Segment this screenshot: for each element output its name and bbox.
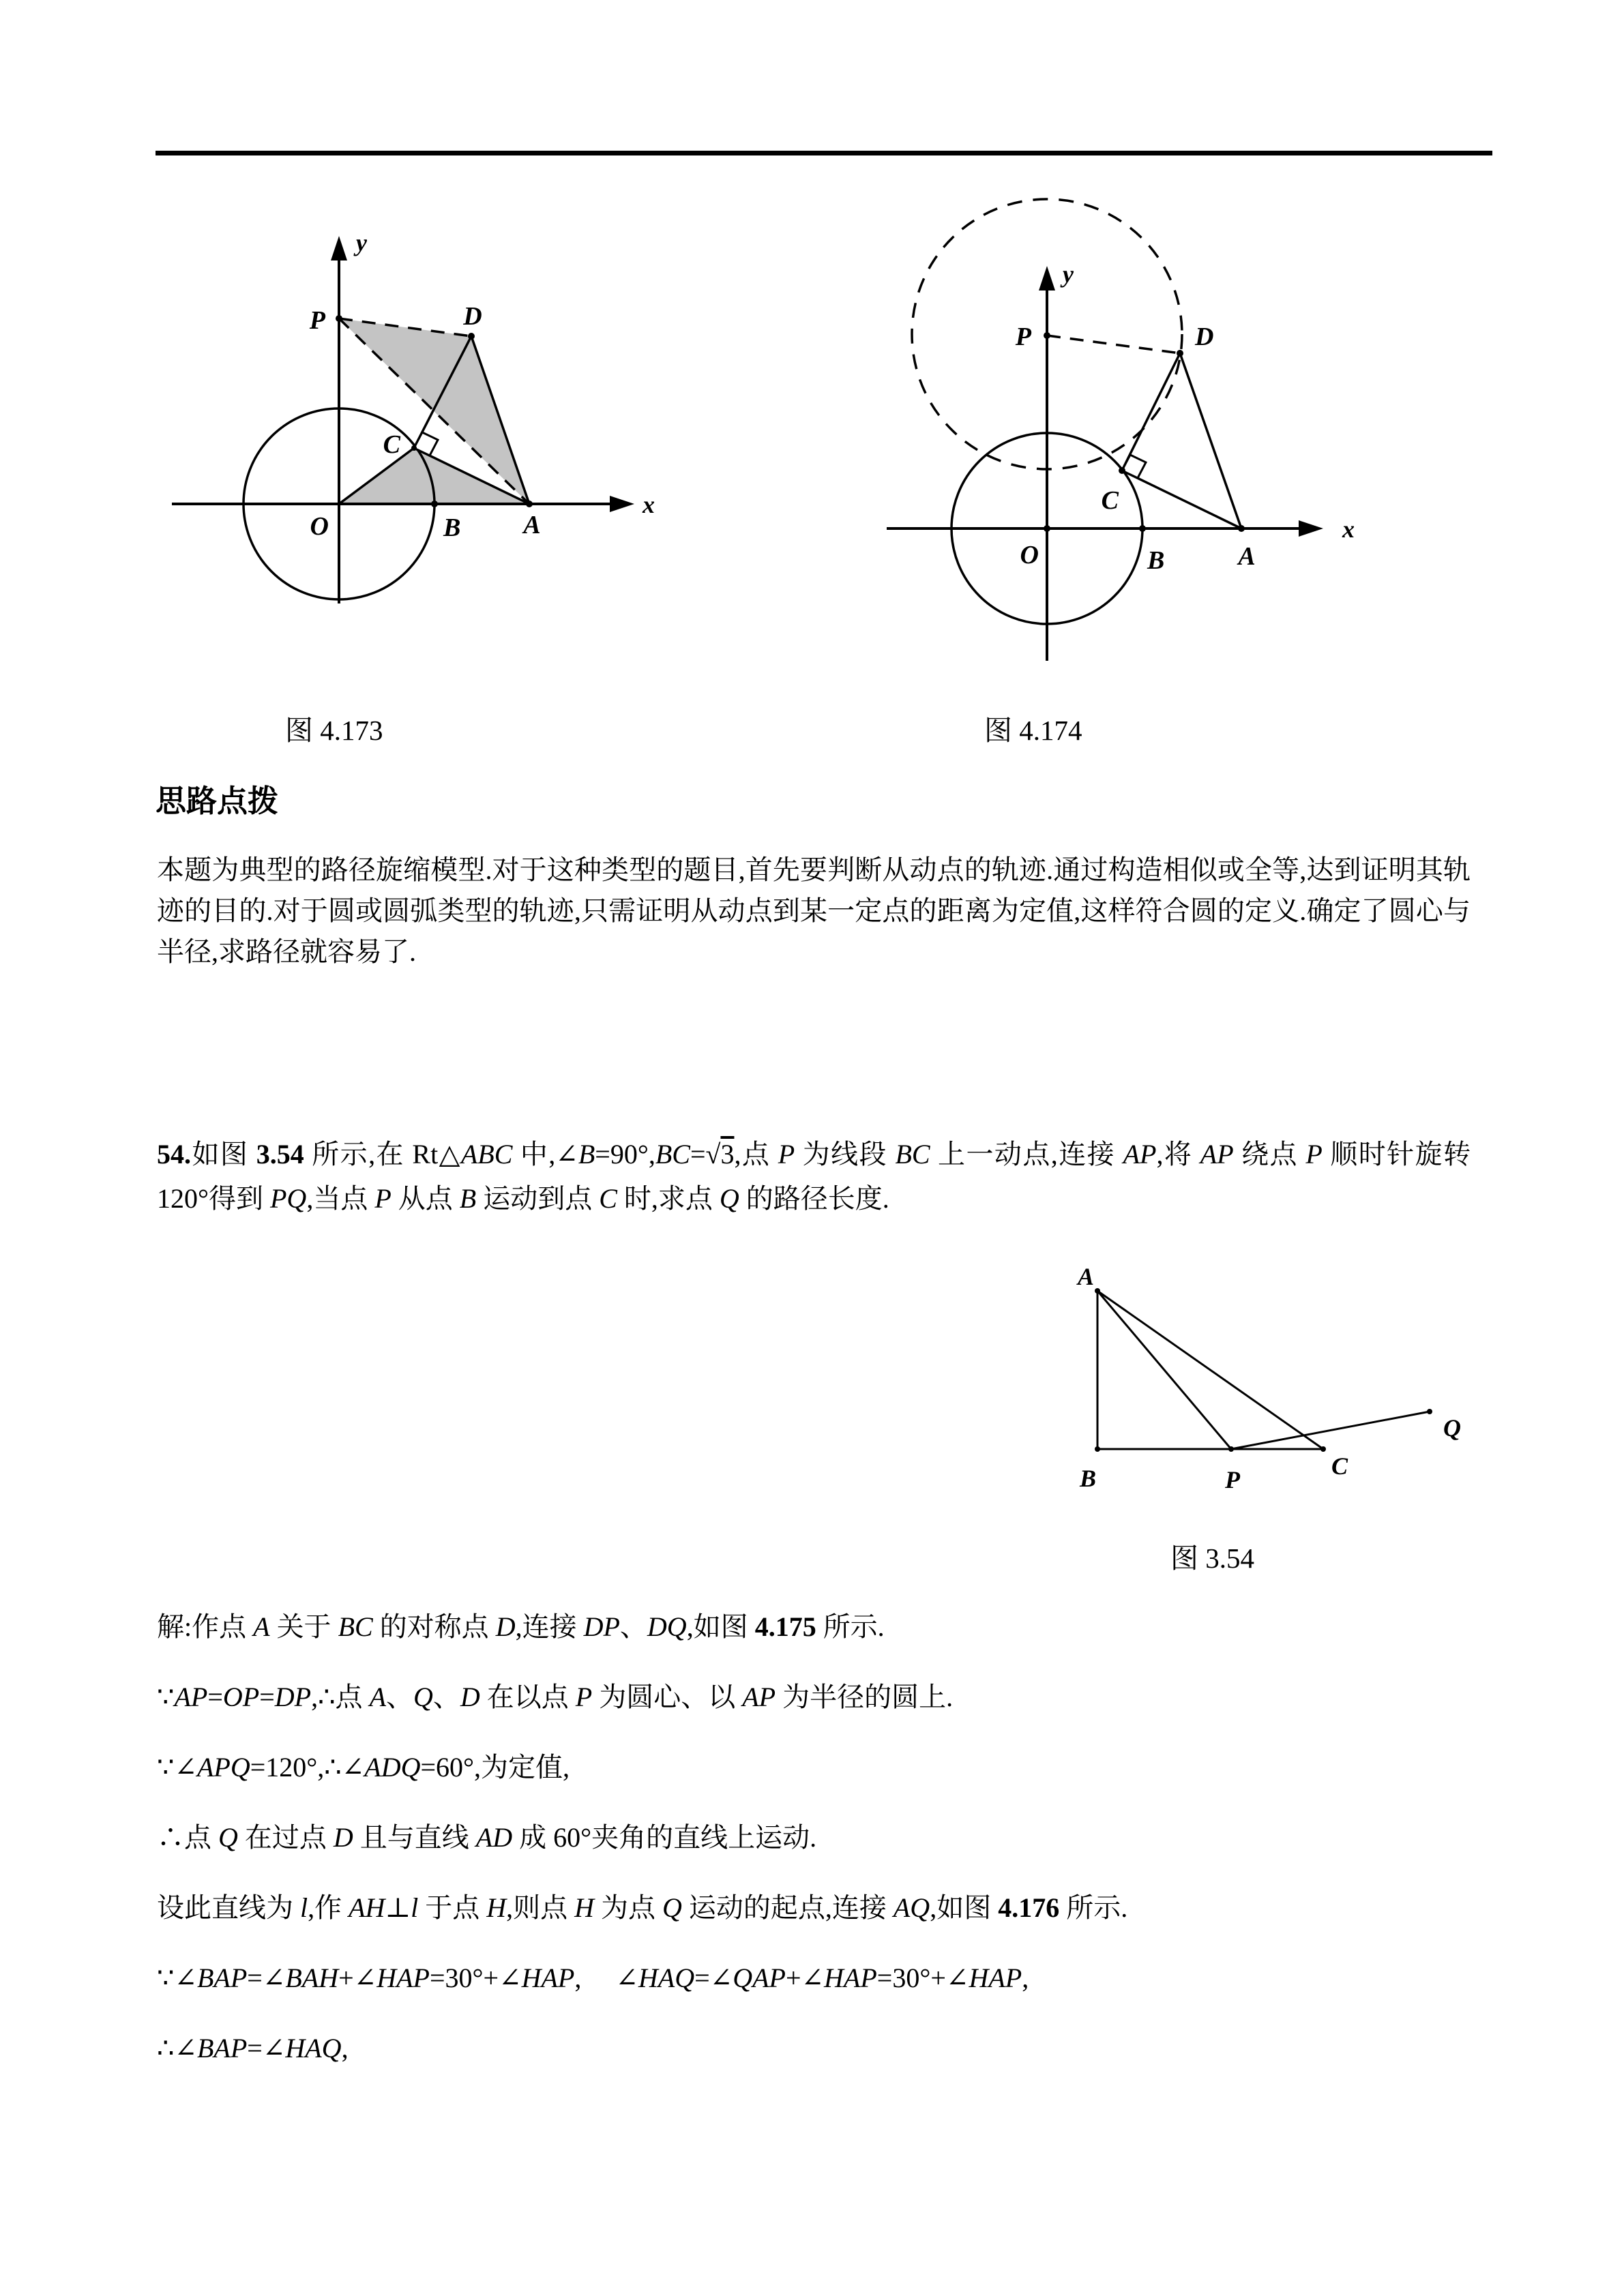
text-segment: OP xyxy=(222,1682,260,1712)
text-segment: BAP xyxy=(196,1963,248,1993)
text-segment: BAH xyxy=(285,1963,339,1993)
label-P: P xyxy=(1225,1466,1240,1493)
text-segment: = xyxy=(690,1139,706,1169)
figure-4-174 xyxy=(880,164,1507,682)
label-A: A xyxy=(1077,1268,1094,1290)
point-A xyxy=(1238,525,1245,532)
point-B xyxy=(1139,525,1146,532)
text-segment: 、 xyxy=(386,1682,413,1712)
text-segment: AP xyxy=(1123,1139,1157,1169)
hint-heading: 思路点拨 xyxy=(156,784,279,818)
text-segment: 运动到点 xyxy=(476,1183,600,1214)
text-segment: 设此直线为 xyxy=(157,1892,300,1923)
solution-line-2 xyxy=(157,1681,953,1714)
text-segment: =90°, xyxy=(595,1139,655,1169)
point-P xyxy=(1044,332,1050,339)
text-segment: 3.54 xyxy=(256,1139,304,1169)
text-segment: Q xyxy=(413,1682,433,1712)
text-segment: +∠ xyxy=(338,1963,377,1993)
label-Q: Q xyxy=(1443,1414,1461,1442)
text-segment: 解:作点 xyxy=(157,1611,254,1642)
text-segment: 绕点 xyxy=(1233,1139,1306,1169)
point-Q xyxy=(1427,1409,1432,1414)
text-segment: HAP xyxy=(824,1963,877,1993)
text-segment: ∵∠ xyxy=(157,1963,197,1993)
text-segment: 上一动点,连接 xyxy=(930,1139,1123,1169)
text-segment: 成 60°夹角的直线上运动. xyxy=(512,1822,817,1853)
label-y-axis: y xyxy=(1063,260,1074,288)
label-x-axis: x xyxy=(1342,516,1355,543)
text-segment: 3 xyxy=(720,1139,735,1169)
label-y-axis: y xyxy=(356,229,367,256)
text-segment: 为半径的圆上. xyxy=(776,1682,954,1712)
label-D: D xyxy=(463,302,482,331)
label-P: P xyxy=(309,306,325,335)
text-segment: Q xyxy=(662,1892,682,1923)
text-segment: ⊥ xyxy=(385,1892,411,1923)
text-segment: B xyxy=(578,1139,595,1169)
text-segment: APQ xyxy=(196,1752,250,1783)
text-segment: √ xyxy=(705,1139,721,1169)
text-segment: ,则点 xyxy=(506,1892,575,1923)
caption-fig-4-174: 图 4.174 xyxy=(984,715,1082,746)
text-segment: =∠ xyxy=(694,1963,733,1993)
label-C: C xyxy=(1331,1452,1348,1480)
label-P: P xyxy=(1015,323,1031,351)
text-segment: ,将 xyxy=(1156,1139,1200,1169)
label-C: C xyxy=(1101,486,1119,515)
text-segment: H xyxy=(574,1892,594,1923)
text-segment: ,点 xyxy=(734,1139,778,1169)
text-segment: BAP xyxy=(196,2033,248,2063)
text-segment: 4.175 xyxy=(754,1611,816,1642)
text-segment: 所示,在 Rt△ xyxy=(304,1139,461,1169)
text-segment: =∠ xyxy=(247,2033,286,2063)
label-B: B xyxy=(443,513,461,542)
point-P xyxy=(336,315,342,322)
text-segment: P xyxy=(374,1183,392,1214)
y-axis-arrow-icon xyxy=(331,236,347,260)
text-segment: 如图 xyxy=(191,1139,256,1169)
text-segment: QAP xyxy=(733,1963,786,1993)
text-segment: DP xyxy=(583,1611,620,1642)
text-segment: 顺时针旋转 120°得到 xyxy=(157,1139,1471,1214)
text-segment: , xyxy=(341,2033,349,2063)
label-A: A xyxy=(1238,542,1256,571)
label-B: B xyxy=(1079,1465,1097,1492)
text-segment: ABC xyxy=(460,1139,513,1169)
text-segment: P xyxy=(778,1139,795,1169)
text-segment: Q xyxy=(719,1183,739,1214)
x-axis-arrow-icon xyxy=(1299,520,1323,537)
point-D xyxy=(1177,350,1183,357)
text-segment: HAQ xyxy=(285,2033,342,2063)
solution-line-3 xyxy=(157,1751,570,1784)
text-segment: ,连接 xyxy=(515,1611,584,1642)
text-segment: C xyxy=(599,1183,617,1214)
text-segment: 在以点 xyxy=(479,1682,576,1712)
text-segment: 4.176 xyxy=(998,1892,1060,1923)
text-segment: 、 xyxy=(619,1611,647,1642)
point-B xyxy=(431,501,438,507)
text-segment: 的路径长度. xyxy=(739,1183,889,1214)
text-segment: =30°+∠ xyxy=(429,1963,522,1993)
text-segment: AP xyxy=(1200,1139,1234,1169)
caption-fig-4-173: 图 4.173 xyxy=(285,715,383,746)
segment-DC xyxy=(1122,353,1180,471)
text-segment: ∴点 xyxy=(157,1822,218,1853)
text-segment: ,如图 xyxy=(686,1611,755,1642)
text-segment: H xyxy=(486,1892,507,1923)
text-segment: l xyxy=(300,1892,308,1923)
label-A: A xyxy=(523,511,541,539)
x-axis-arrow-icon xyxy=(610,496,634,512)
text-segment: A xyxy=(253,1611,270,1642)
text-segment: ,∴点 xyxy=(311,1682,370,1712)
text-segment: ADQ xyxy=(364,1752,421,1783)
text-segment: D xyxy=(495,1611,516,1642)
text-segment: =60°,为定值, xyxy=(420,1752,570,1783)
point-O xyxy=(1044,525,1050,532)
point-A xyxy=(526,501,533,507)
solution-line-7 xyxy=(157,2032,349,2065)
text-segment: =120°,∴∠ xyxy=(250,1752,365,1783)
text-segment: P xyxy=(575,1682,593,1712)
text-segment: 的对称点 xyxy=(372,1611,496,1642)
text-segment: AD xyxy=(475,1822,513,1853)
label-C: C xyxy=(383,430,400,459)
segment-PQ xyxy=(1231,1412,1430,1449)
text-segment: ,如图 xyxy=(930,1892,999,1923)
text-segment: DQ xyxy=(647,1611,687,1642)
text-segment: AQ xyxy=(893,1892,930,1923)
hint-paragraph: 本题为典型的路径旋缩模型.对于这种类型的题目,首先要判断从动点的轨迹.通过构造相似或全等,达到证明其轨迹的目的.对于圆或圆弧类型的轨迹,只需证明从动点到某一定点的距离为定值,这样符合圆的定义.确定了圆心与半径,求路径就容易了. xyxy=(157,854,1471,967)
point-D xyxy=(468,333,475,340)
text-segment: HAP xyxy=(377,1963,430,1993)
figure-4-173 xyxy=(157,177,703,621)
text-segment: AH xyxy=(349,1892,385,1923)
text-segment: 于点 xyxy=(418,1892,487,1923)
figure-3-54 xyxy=(1023,1268,1501,1514)
text-segment: B xyxy=(459,1183,477,1214)
solution-line-5 xyxy=(157,1892,1127,1924)
text-segment: 在过点 xyxy=(237,1822,334,1853)
text-segment: 从点 xyxy=(391,1183,460,1214)
top-rule xyxy=(156,151,1492,155)
text-segment: 、 xyxy=(432,1682,460,1712)
solution-line-6 xyxy=(157,1962,1029,1995)
text-segment: HAP xyxy=(969,1963,1022,1993)
caption-fig-3-54: 图 3.54 xyxy=(1170,1542,1254,1574)
label-D: D xyxy=(1195,323,1214,351)
text-segment: Q xyxy=(218,1822,238,1853)
point-A xyxy=(1095,1288,1100,1294)
text-segment: 关于 xyxy=(269,1611,338,1642)
text-segment: BC xyxy=(338,1611,373,1642)
text-segment: 中,∠ xyxy=(512,1139,578,1169)
text-segment: 为圆心、以 xyxy=(592,1682,743,1712)
label-O: O xyxy=(310,512,329,541)
text-segment: D xyxy=(460,1682,480,1712)
label-x-axis: x xyxy=(643,491,655,518)
text-segment: A xyxy=(369,1682,386,1712)
text-segment: 54. xyxy=(157,1139,191,1169)
point-C xyxy=(1119,467,1125,474)
text-segment: ∵∠ xyxy=(157,1752,197,1783)
text-segment: 为点 xyxy=(593,1892,662,1923)
point-C xyxy=(1320,1446,1326,1452)
text-segment: HAP xyxy=(521,1963,575,1993)
text-segment: ∵ xyxy=(157,1682,175,1712)
label-O: O xyxy=(1020,541,1039,569)
text-segment: 所示. xyxy=(816,1611,885,1642)
text-segment: D xyxy=(333,1822,353,1853)
text-segment: P xyxy=(1305,1139,1323,1169)
text-segment: AP xyxy=(742,1682,776,1712)
text-segment: +∠ xyxy=(785,1963,825,1993)
dashed-PD xyxy=(1047,336,1180,353)
text-segment: 运动的起点,连接 xyxy=(681,1892,894,1923)
text-segment: ,当点 xyxy=(306,1183,375,1214)
text-segment: BC xyxy=(655,1139,690,1169)
text-segment: , xyxy=(1022,1963,1029,1993)
problem-54-text xyxy=(157,1132,1471,1221)
text-segment: 且与直线 xyxy=(353,1822,476,1853)
y-axis-arrow-icon xyxy=(1039,266,1055,290)
text-segment: l xyxy=(411,1892,419,1923)
text-segment: ,作 xyxy=(308,1892,349,1923)
text-segment: PQ xyxy=(270,1183,307,1214)
text-segment: DP xyxy=(274,1682,312,1712)
text-segment: 所示. xyxy=(1059,1892,1128,1923)
text-segment: 时,求点 xyxy=(617,1183,720,1214)
text-segment: 为线段 xyxy=(795,1139,896,1169)
text-segment: BC xyxy=(895,1139,930,1169)
label-B: B xyxy=(1147,546,1165,575)
point-B xyxy=(1095,1446,1100,1452)
point-P xyxy=(1228,1446,1234,1452)
text-segment: HAQ xyxy=(638,1963,695,1993)
text-segment: =∠ xyxy=(247,1963,286,1993)
text-segment: AP xyxy=(174,1682,208,1712)
point-C xyxy=(411,445,417,451)
text-segment: =30°+∠ xyxy=(876,1963,969,1993)
text-segment: = xyxy=(259,1682,275,1712)
solution-line-4 xyxy=(157,1821,816,1854)
text-segment: ∴∠ xyxy=(157,2033,197,2063)
text-segment: = xyxy=(207,1682,223,1712)
text-segment: , ∠ xyxy=(574,1963,638,1993)
solution-line-1 xyxy=(157,1611,885,1643)
